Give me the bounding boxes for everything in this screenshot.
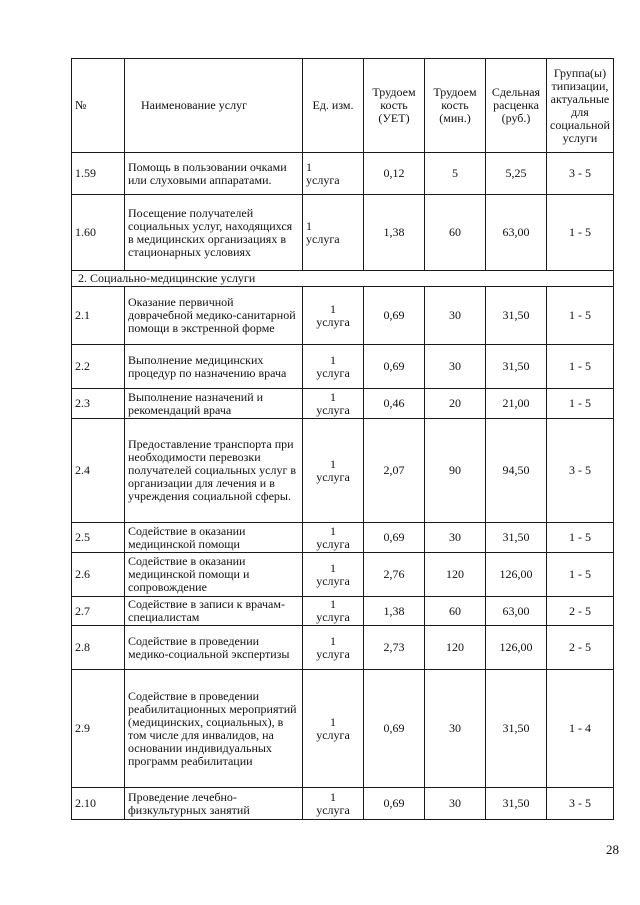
row-minutes: 120: [425, 553, 486, 597]
row-uet: 2,76: [364, 553, 425, 597]
row-minutes: 60: [425, 195, 486, 271]
row-uet: 1,38: [364, 597, 425, 626]
row-uet: 0,69: [364, 788, 425, 820]
row-uet: 0,69: [364, 287, 425, 345]
row-num: 2.9: [72, 670, 125, 788]
row-minutes: 20: [425, 389, 486, 419]
row-uet: 0,69: [364, 523, 425, 553]
row-group: 1 - 5: [547, 389, 614, 419]
header-minutes: Трудоем кость (мин.): [425, 59, 486, 153]
row-uet: 0,46: [364, 389, 425, 419]
header-group: Группа(ы) типизации, актуальные для социальной услуги: [547, 59, 614, 153]
row-minutes: 60: [425, 597, 486, 626]
table-row: [72, 523, 614, 553]
row-rate: 31,50: [486, 523, 547, 553]
row-num: 2.10: [72, 788, 125, 820]
row-rate: 63,00: [486, 195, 547, 271]
row-unit: 1 услуга: [303, 788, 364, 820]
section-header-row: [72, 271, 614, 287]
row-uet: 0,69: [364, 670, 425, 788]
header-uet: Трудоем кость (УЕТ): [364, 59, 425, 153]
header-num: №: [72, 59, 125, 153]
row-group: 1 - 5: [547, 345, 614, 389]
row-num: 1.59: [72, 153, 125, 195]
row-name: Содействие в записи к врачам-специалистам: [125, 597, 303, 626]
table-header-row: [72, 59, 614, 153]
row-num: 1.60: [72, 195, 125, 271]
row-num: 2.7: [72, 597, 125, 626]
row-name: Оказание первичной доврачебной медико-санитарной помощи в экстренной форме: [125, 287, 303, 345]
row-group: 2 - 5: [547, 597, 614, 626]
row-unit: 1 услуга: [303, 670, 364, 788]
table-row: [72, 153, 614, 195]
row-minutes: 30: [425, 287, 486, 345]
row-unit: 1 услуга: [303, 389, 364, 419]
row-unit: 1 услуга: [303, 523, 364, 553]
row-rate: 126,00: [486, 553, 547, 597]
row-num: 2.3: [72, 389, 125, 419]
row-minutes: 30: [425, 670, 486, 788]
row-num: 2.8: [72, 626, 125, 670]
row-uet: 2,73: [364, 626, 425, 670]
row-group: 1 - 5: [547, 553, 614, 597]
table-row: [72, 626, 614, 670]
row-name: Содействие в проведении реабилитационных мероприятий (медицинских, социальных), в том числе для инвалидов, на основании индивидуальных программ реабилитации: [125, 670, 303, 788]
table-row: [72, 670, 614, 788]
row-minutes: 5: [425, 153, 486, 195]
row-rate: 31,50: [486, 788, 547, 820]
row-name: Содействие в проведении медико-социальной экспертизы: [125, 626, 303, 670]
table-row: [72, 389, 614, 419]
row-unit: 1 услуга: [303, 287, 364, 345]
row-num: 2.1: [72, 287, 125, 345]
row-uet: 1,38: [364, 195, 425, 271]
row-name: Посещение получателей социальных услуг, находящихся в медицинских организациях в стационарных условиях: [125, 195, 303, 271]
row-uet: 0,12: [364, 153, 425, 195]
row-name: Выполнение назначений и рекомендаций врача: [125, 389, 303, 419]
row-uet: 2,07: [364, 419, 425, 523]
table-row: [72, 287, 614, 345]
row-minutes: 120: [425, 626, 486, 670]
table-row: [72, 345, 614, 389]
row-name: Помощь в пользовании очками или слуховыми аппаратами.: [125, 153, 303, 195]
row-uet: 0,69: [364, 345, 425, 389]
row-group: 3 - 5: [547, 419, 614, 523]
row-rate: 63,00: [486, 597, 547, 626]
row-group: 1 - 5: [547, 195, 614, 271]
row-unit: 1 услуга: [303, 195, 364, 271]
row-unit: 1 услуга: [303, 626, 364, 670]
row-rate: 126,00: [486, 626, 547, 670]
row-unit: 1 услуга: [303, 553, 364, 597]
section-title: 2. Социально-медицинские услуги: [72, 271, 614, 287]
row-name: Содействие в оказании медицинской помощи: [125, 523, 303, 553]
row-group: 1 - 4: [547, 670, 614, 788]
row-unit: 1 услуга: [303, 419, 364, 523]
table-row: [72, 788, 614, 820]
row-group: 1 - 5: [547, 523, 614, 553]
row-minutes: 30: [425, 345, 486, 389]
row-rate: 31,50: [486, 670, 547, 788]
row-num: 2.4: [72, 419, 125, 523]
table-row: [72, 195, 614, 271]
row-group: 3 - 5: [547, 153, 614, 195]
row-group: 3 - 5: [547, 788, 614, 820]
row-rate: 5,25: [486, 153, 547, 195]
row-rate: 31,50: [486, 287, 547, 345]
row-name: Предоставление транспорта при необходимости перевозки получателей социальных услуг в организации для лечения и в учреждения социальной сферы.: [125, 419, 303, 523]
row-num: 2.5: [72, 523, 125, 553]
row-rate: 21,00: [486, 389, 547, 419]
row-group: 2 - 5: [547, 626, 614, 670]
row-minutes: 90: [425, 419, 486, 523]
table-row: [72, 597, 614, 626]
page-number: 28: [606, 842, 619, 857]
row-name: Содействие в оказании медицинской помощи и сопровождение: [125, 553, 303, 597]
table-row: [72, 553, 614, 597]
row-unit: 1 услуга: [303, 597, 364, 626]
header-name: Наименование услуг: [125, 59, 303, 153]
row-rate: 94,50: [486, 419, 547, 523]
row-name: Проведение лечебно-физкультурных занятий: [125, 788, 303, 820]
row-name: Выполнение медицинских процедур по назначению врача: [125, 345, 303, 389]
row-num: 2.2: [72, 345, 125, 389]
header-rate: Сдельная расценка (руб.): [486, 59, 547, 153]
row-rate: 31,50: [486, 345, 547, 389]
row-num: 2.6: [72, 553, 125, 597]
services-table: [71, 58, 614, 820]
header-unit: Ед. изм.: [303, 59, 364, 153]
row-unit: 1 услуга: [303, 345, 364, 389]
row-unit: 1 услуга: [303, 153, 364, 195]
table-row: [72, 419, 614, 523]
row-minutes: 30: [425, 523, 486, 553]
row-minutes: 30: [425, 788, 486, 820]
row-group: 1 - 5: [547, 287, 614, 345]
